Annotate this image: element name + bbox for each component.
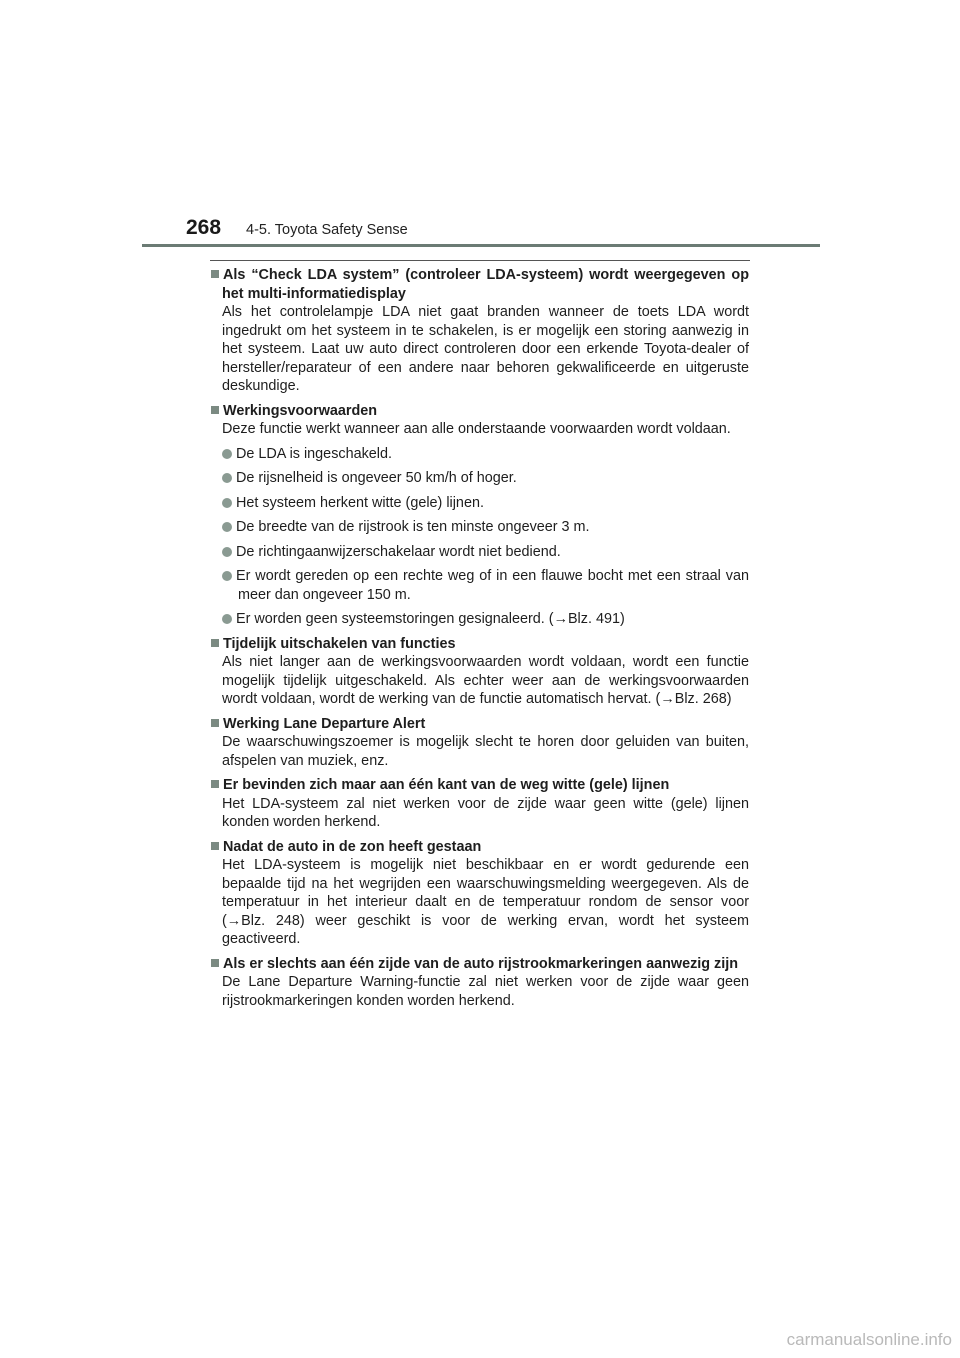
section-heading: Nadat de auto in de zon heeft gestaan — [211, 838, 749, 857]
watermark: carmanualsonline.info — [786, 1330, 952, 1349]
round-bullet-icon — [222, 571, 232, 581]
section-body: Het LDA-systeem is mogelijk niet beschikbaar en er wordt gedurende een bepaalde tijd na het wegrijden een waarschuwingsmelding weergegeven. Als de temperatuur in het interieur daalt en de temperatuur rondom de sensor voor (→Blz. 248) weer geschikt is voor de werking ervan, wordt het systeem geactiveerd. — [222, 857, 749, 947]
round-bullet-icon — [222, 522, 232, 532]
list-item: De LDA is ingeschakeld. — [211, 445, 749, 464]
section-heading: Werking Lane Departure Alert — [211, 715, 749, 734]
section-check-lda — [211, 266, 749, 396]
section-body: Als het controlelampje LDA niet gaat branden wanneer de toets LDA wordt ingedrukt om het systeem in te schakelen, is er mogelijk een storing aanwezig in het systeem. Laat uw auto direct controleren door een erkende Toyota-dealer of hersteller/reparateur of een andere naar behoren gekwalificeerde en uitgeruste deskundige. — [222, 304, 749, 394]
round-bullet-icon — [222, 449, 232, 459]
square-bullet-icon — [211, 639, 219, 647]
section-heading: Werkingsvoorwaarden — [211, 402, 749, 421]
round-bullet-icon — [222, 473, 232, 483]
section-body: Als niet langer aan de werkingsvoorwaarden wordt voldaan, wordt een functie mogelijk tijdelijk uitgeschakeld. Als echter weer aan de werkingsvoorwaarden wordt voldaan, wordt de werking van de functie automatisch hervat. (→Blz. 268) — [222, 654, 749, 707]
main-content — [211, 266, 749, 1016]
section-heading: Tijdelijk uitschakelen van functies — [211, 635, 749, 654]
section-title: 4-5. Toyota Safety Sense — [246, 222, 408, 238]
page-header — [142, 214, 820, 248]
section-heading: Als er slechts aan één zijde van de auto rijstrookmarkeringen aanwezig zijn — [211, 955, 749, 974]
square-bullet-icon — [211, 270, 219, 278]
list-item: Het systeem herkent witte (gele) lijnen. — [211, 494, 749, 513]
section-werking-lda — [211, 715, 749, 771]
section-heading: Als “Check LDA system” (controleer LDA-systeem) wordt weergegeven op het multi-informatiedisplay — [211, 266, 749, 303]
section-body: Deze functie werkt wanneer aan alle onderstaande voorwaarden wordt voldaan. — [222, 421, 731, 437]
content-divider — [210, 260, 750, 261]
round-bullet-icon — [222, 614, 232, 624]
square-bullet-icon — [211, 842, 219, 850]
page-number: 268 — [186, 216, 222, 239]
list-item: Er wordt gereden op een rechte weg of in een flauwe bocht met een straal van meer dan ongeveer 150 m. — [211, 567, 749, 604]
square-bullet-icon — [211, 719, 219, 727]
header-divider — [142, 244, 820, 247]
square-bullet-icon — [211, 780, 219, 788]
section-body: Het LDA-systeem zal niet werken voor de zijde waar geen witte (gele) lijnen konden worden herkend. — [222, 795, 749, 830]
section-zon — [211, 838, 749, 949]
round-bullet-icon — [222, 547, 232, 557]
section-body: De waarschuwingszoemer is mogelijk slecht te horen door geluiden van buiten, afspelen van muziek, enz. — [222, 734, 749, 769]
round-bullet-icon — [222, 498, 232, 508]
square-bullet-icon — [211, 406, 219, 414]
section-body: De Lane Departure Warning-functie zal niet werken voor de zijde waar geen rijstrookmarkeringen konden worden herkend. — [222, 974, 749, 1009]
square-bullet-icon — [211, 959, 219, 967]
list-item: Er worden geen systeemstoringen gesignaleerd. (→Blz. 491) — [211, 610, 749, 629]
section-een-zijde-markeringen — [211, 955, 749, 1011]
list-item: De breedte van de rijstrook is ten minste ongeveer 3 m. — [211, 518, 749, 537]
list-item: De richtingaanwijzerschakelaar wordt niet bediend. — [211, 543, 749, 562]
section-heading: Er bevinden zich maar aan één kant van de weg witte (gele) lijnen — [211, 776, 749, 795]
section-een-kant-lijnen — [211, 776, 749, 832]
section-tijdelijk-uitschakelen — [211, 635, 749, 709]
list-item: De rijsnelheid is ongeveer 50 km/h of hoger. — [211, 469, 749, 488]
section-werkingsvoorwaarden — [211, 402, 749, 629]
